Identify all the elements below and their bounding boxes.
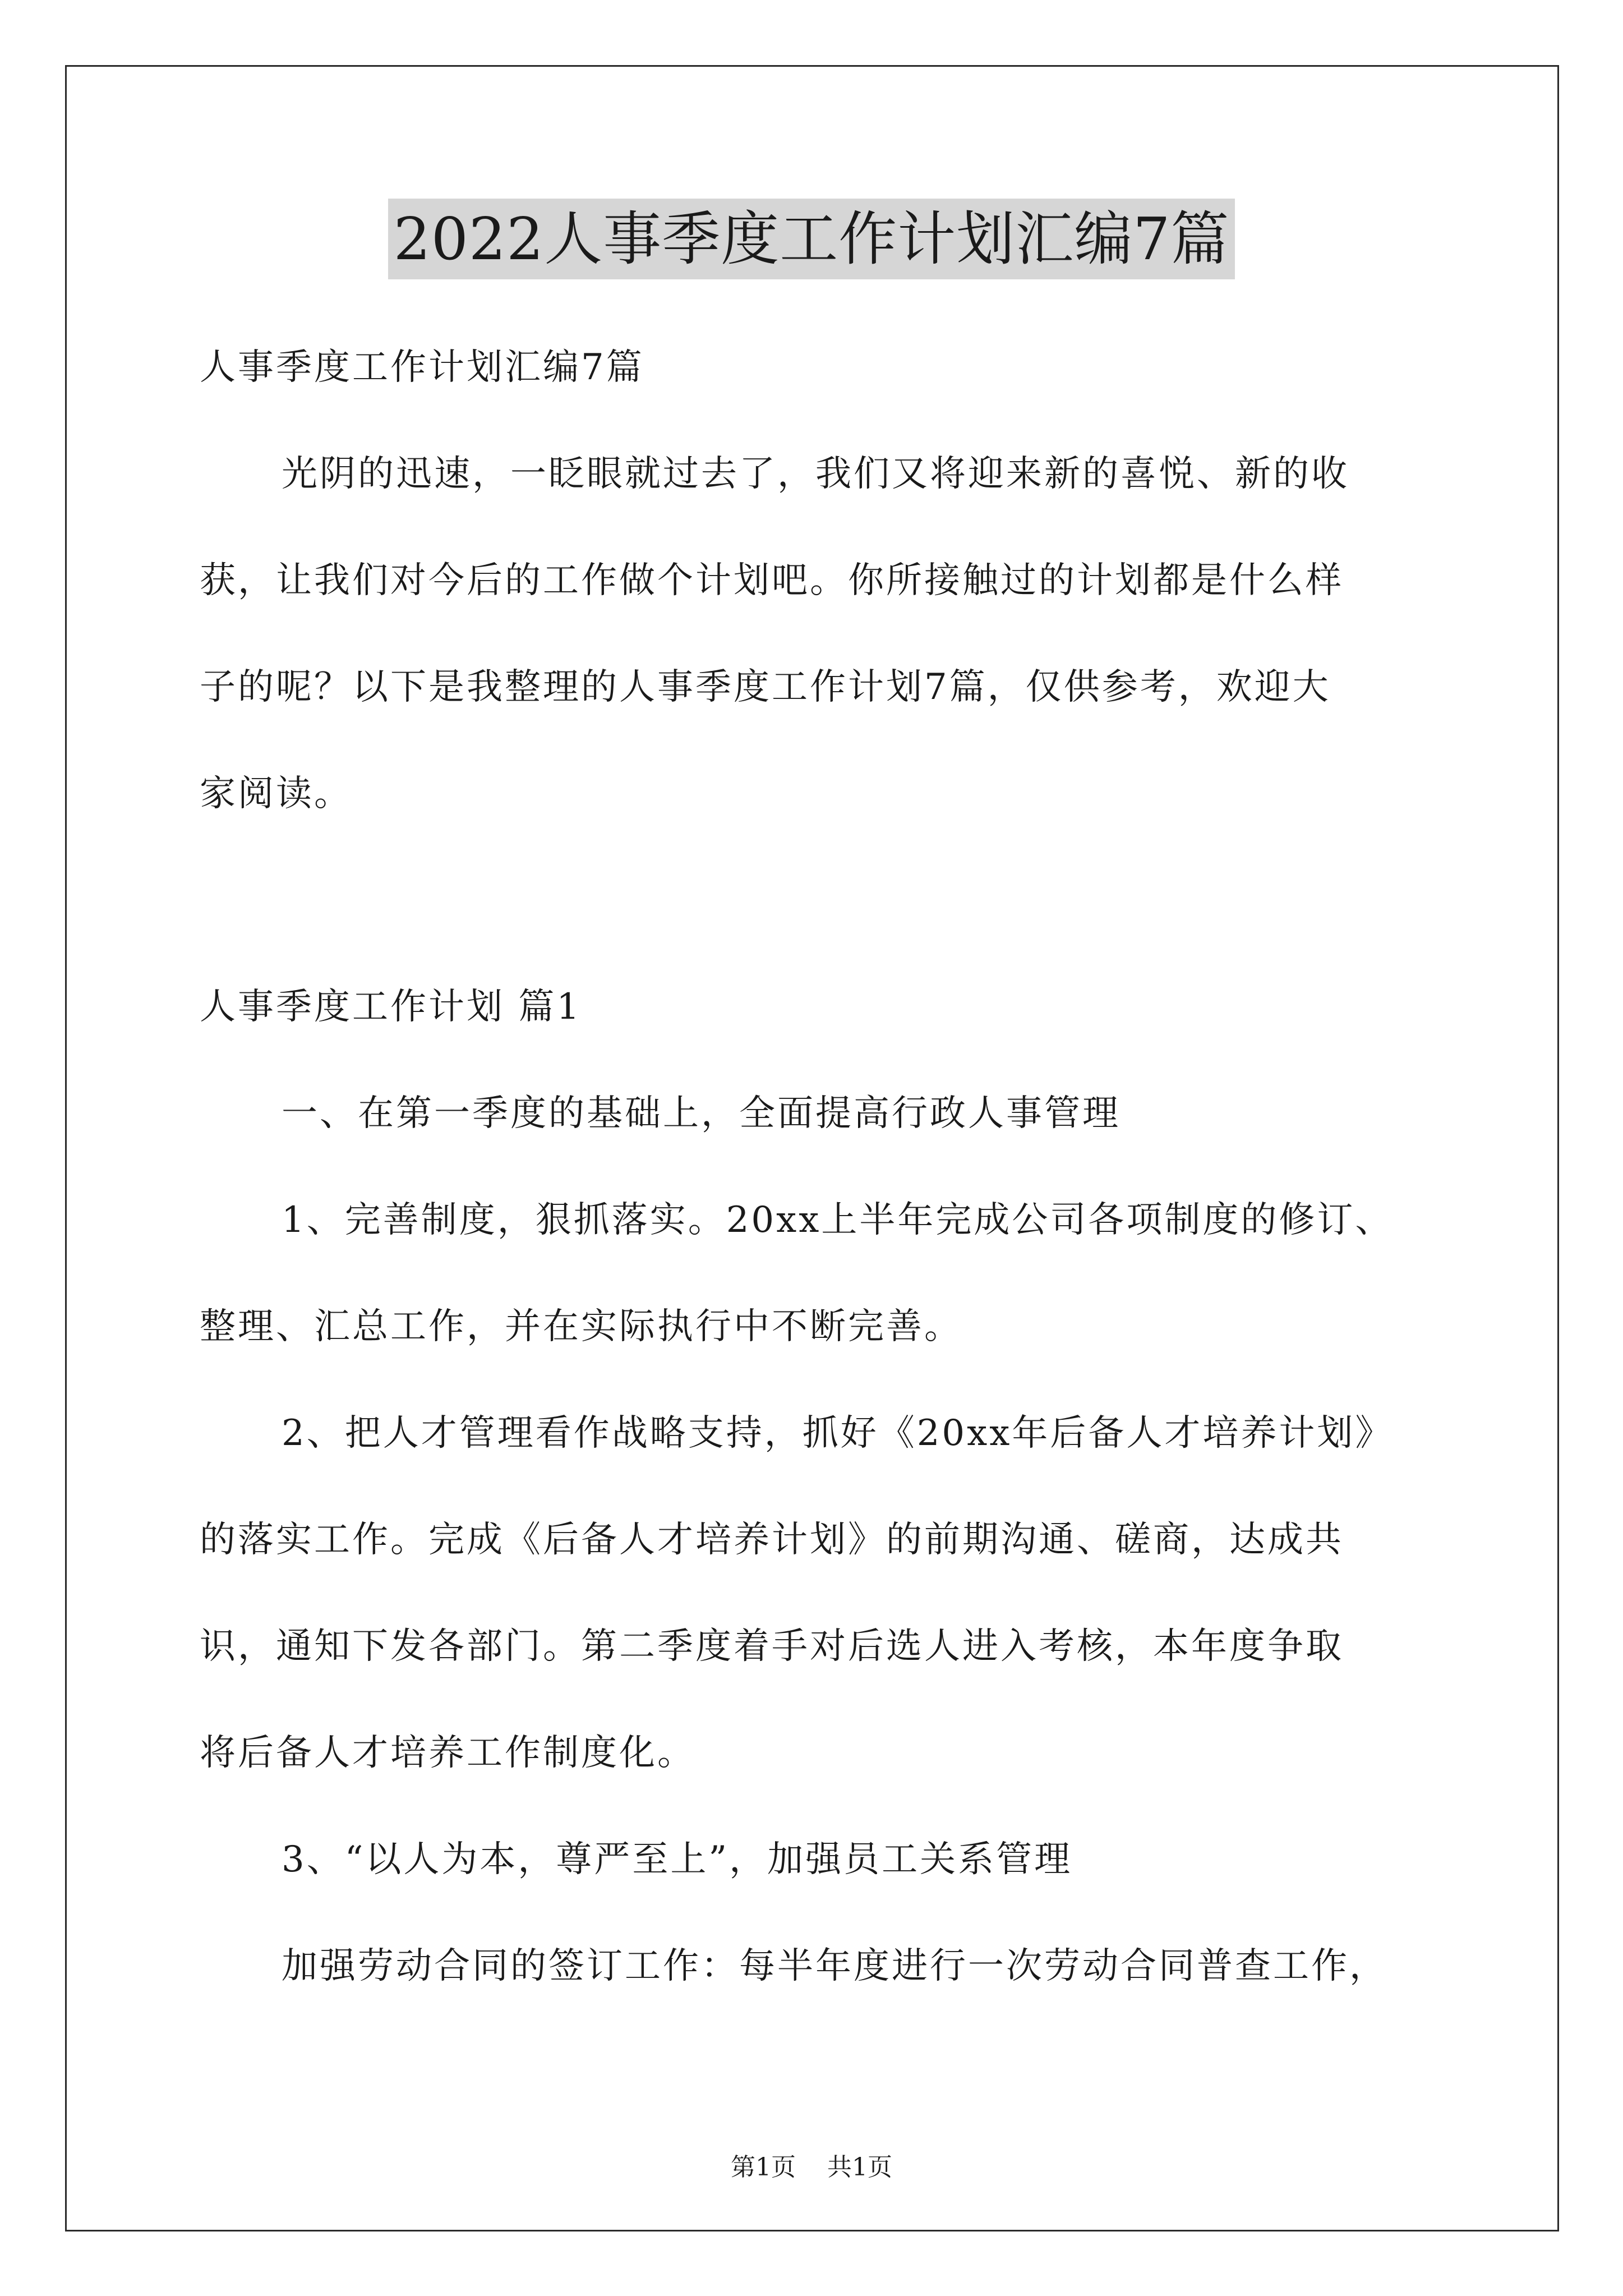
page-number-total: 共1页: [827, 2153, 892, 2182]
subtitle: 人事季度工作计划汇编7篇: [200, 347, 644, 388]
paragraph-line: 家阅读。: [200, 773, 352, 815]
page-footer: [0, 2151, 1623, 2184]
page-number-current: 第1页: [731, 2153, 796, 2182]
paragraph-line: 将后备人才培养工作制度化。: [200, 1732, 695, 1774]
paragraph-line: 获，让我们对今后的工作做个计划吧。你所接触过的计划都是什么样: [200, 560, 1344, 601]
paragraph-gap: [200, 847, 1428, 954]
paragraph-line: 2、把人才管理看作战略支持，抓好《20xx年后备人才培养计划》: [282, 1412, 1394, 1454]
paragraph-line: 的落实工作。完成《后备人才培养计划》的前期沟通、磋商，达成共: [200, 1519, 1344, 1561]
paragraph-line: 子的呢？以下是我整理的人事季度工作计划7篇，仅供参考，欢迎大: [200, 666, 1331, 708]
paragraph-line: 3、“以人为本，尊严至上”，加强员工关系管理: [282, 1839, 1073, 1880]
paragraph-line: 识，通知下发各部门。第二季度着手对后选人进入考核，本年度争取: [200, 1626, 1344, 1667]
paragraph-line: 加强劳动合同的签订工作：每半年度进行一次劳动合同普查工作，: [282, 1945, 1387, 1987]
paragraph-line: 整理、汇总工作，并在实际执行中不断完善。: [200, 1306, 962, 1347]
paragraph-line: 一、在第一季度的基础上，全面提高行政人事管理: [282, 1093, 1121, 1134]
paragraph-line: 1、完善制度，狠抓落实。20xx上半年完成公司各项制度的修订、: [282, 1199, 1394, 1241]
document-title-text: 2022人事季度工作计划汇编7篇: [388, 199, 1235, 279]
section-heading: 人事季度工作计划 篇1: [200, 986, 582, 1028]
document-body: [200, 314, 1428, 2019]
document-title: [0, 199, 1623, 279]
paragraph-line: 光阴的迅速，一眨眼就过去了，我们又将迎来新的喜悦、新的收: [282, 453, 1349, 495]
